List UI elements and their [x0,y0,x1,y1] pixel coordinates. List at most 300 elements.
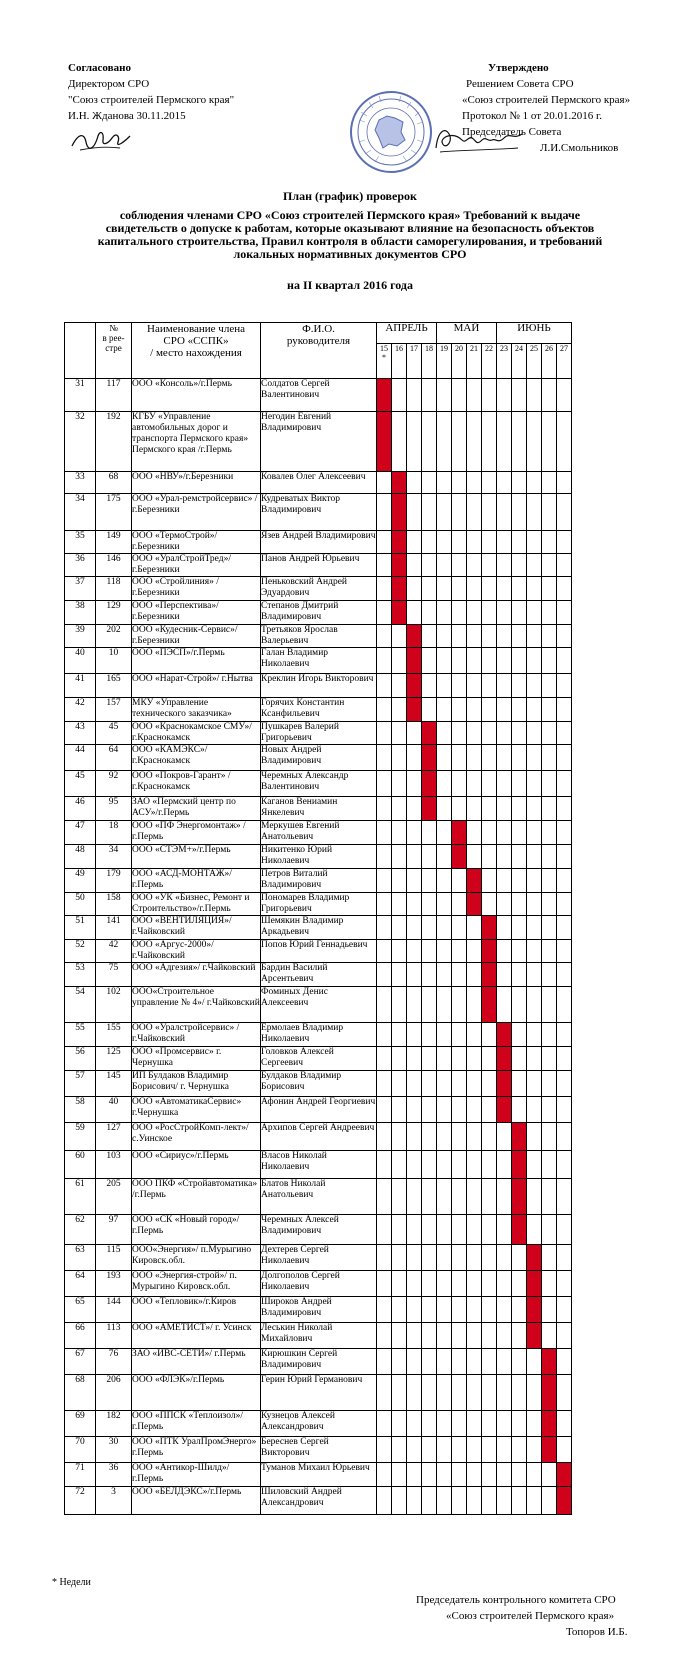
week-cell [557,1151,572,1179]
inspection-week-mark [377,412,392,472]
week-cell [482,1297,497,1323]
table-row [65,869,572,893]
table-row [65,1097,572,1123]
row-member-name: ООО ПКФ «Стройавтоматика» /г.Пермь [132,1179,261,1215]
week-cell [392,1245,407,1271]
week-cell [392,963,407,987]
inspection-week-mark [392,531,407,554]
week-cell [512,1411,527,1437]
week-cell [467,1411,482,1437]
week-cell [497,648,512,674]
week-cell [407,1245,422,1271]
week-cell [422,601,437,625]
week-cell [467,1297,482,1323]
week-cell [527,1179,542,1215]
week-cell [392,1375,407,1411]
week-cell [422,845,437,869]
week-cell [452,554,467,577]
week-cell [437,1487,452,1515]
week-cell [452,869,467,893]
subtitle-line: локальных нормативных документов СРО [233,247,467,261]
week-cell [557,494,572,531]
week-cell [512,797,527,821]
week-cell [512,1375,527,1411]
week-cell [482,1151,497,1179]
week-cell [392,1151,407,1179]
week-cell [512,531,527,554]
row-index: 44 [65,745,96,771]
week-cell [497,625,512,648]
week-cell [482,893,497,916]
week-cell [407,845,422,869]
row-head-name: Блатов Николай Анатольевич [261,1179,377,1215]
week-cell [422,1097,437,1123]
row-head-name: Герин Юрий Германович [261,1375,377,1411]
week-cell [452,1151,467,1179]
week-cell [377,531,392,554]
week-cell [512,845,527,869]
row-index: 45 [65,771,96,797]
week-cell [467,472,482,494]
week-cell [542,1463,557,1487]
week-cell [497,1463,512,1487]
week-cell [422,1047,437,1071]
approved-title: Утверждено [488,62,549,74]
week-cell [422,1297,437,1323]
week-cell [557,1047,572,1071]
header-head-name: Ф.И.О. руководителя [261,323,377,379]
row-index: 34 [65,494,96,531]
week-cell [542,412,557,472]
week-cell [452,1487,467,1515]
row-index: 60 [65,1151,96,1179]
week-cell [377,1463,392,1487]
week-cell [497,963,512,987]
row-registry-number: 129 [96,601,132,625]
week-cell [392,1271,407,1297]
inspection-week-mark [422,771,437,797]
row-registry-number: 165 [96,674,132,698]
week-cell [542,1123,557,1151]
week-cell [527,1151,542,1179]
row-index: 72 [65,1487,96,1515]
row-registry-number: 118 [96,577,132,601]
row-member-name: ООО «ПФ Энергомонтаж» / г.Пермь [132,821,261,845]
week-cell [527,821,542,845]
week-cell [527,1375,542,1411]
week-cell [467,1071,482,1097]
week-cell [497,1151,512,1179]
week-cell [452,1071,467,1097]
row-member-name: ООО «ППСК «Теплоизол»/г.Пермь [132,1411,261,1437]
week-cell [467,771,482,797]
week-cell [392,1097,407,1123]
approval-line-3: И.Н. Жданова 30.11.2015 [68,110,186,122]
week-cell [467,698,482,722]
week-cell [527,987,542,1023]
inspection-week-mark [392,494,407,531]
week-cell [512,648,527,674]
week-cell [497,1297,512,1323]
week-cell [392,1023,407,1047]
week-cell [377,893,392,916]
subtitle-line: соблюдения членами СРО «Союз строителей Пермского края» Требований к выдаче [119,208,581,222]
inspection-week-mark [497,1023,512,1047]
week-cell [437,698,452,722]
week-cell [392,821,407,845]
week-cell [557,601,572,625]
row-registry-number: 103 [96,1151,132,1179]
week-cell [422,1123,437,1151]
row-registry-number: 113 [96,1323,132,1349]
week-cell [557,722,572,745]
row-member-name: ООО «ТермоСтрой»/ г.Березники [132,531,261,554]
week-cell [407,1151,422,1179]
header-week: 21 [467,344,482,379]
table-row [65,963,572,987]
row-head-name: Афонин Андрей Георгиевич [261,1097,377,1123]
row-registry-number: 205 [96,1179,132,1215]
week-cell [422,1245,437,1271]
week-cell [512,494,527,531]
week-cell [542,869,557,893]
row-index: 38 [65,601,96,625]
week-cell [497,531,512,554]
week-cell [392,797,407,821]
week-cell [557,698,572,722]
row-registry-number: 127 [96,1123,132,1151]
week-cell [527,963,542,987]
week-cell [377,916,392,940]
seal-stamp [349,90,433,174]
week-cell [482,1349,497,1375]
week-cell [467,625,482,648]
week-cell [422,648,437,674]
week-cell [497,577,512,601]
week-cell [377,577,392,601]
week-cell [452,1349,467,1375]
header-week: 23 [497,344,512,379]
table-row [65,1215,572,1245]
week-cell [377,771,392,797]
footer-line-2: «Союз строителей Пермского края» [446,1610,615,1622]
week-cell [452,745,467,771]
row-registry-number: 92 [96,771,132,797]
inspection-week-mark [542,1349,557,1375]
inspection-week-mark [542,1411,557,1437]
week-cell [377,674,392,698]
week-cell [482,722,497,745]
week-cell [542,625,557,648]
week-cell [512,940,527,963]
week-cell [467,1215,482,1245]
week-cell [437,963,452,987]
row-index: 68 [65,1375,96,1411]
week-cell [452,1097,467,1123]
week-cell [392,1411,407,1437]
week-cell [497,674,512,698]
table-row [65,577,572,601]
week-cell [377,845,392,869]
week-cell [392,845,407,869]
week-cell [377,940,392,963]
row-member-name: ООО «Уралстройсервис» /г.Чайковский [132,1023,261,1047]
week-cell [527,1123,542,1151]
week-cell [437,940,452,963]
inspection-schedule-table [64,322,572,1515]
week-cell [542,1023,557,1047]
week-cell [482,698,497,722]
week-cell [467,577,482,601]
week-cell [527,745,542,771]
week-cell [407,987,422,1023]
row-head-name: Власов Николай Николаевич [261,1151,377,1179]
inspection-week-mark [542,1437,557,1463]
week-cell [392,987,407,1023]
week-cell [482,601,497,625]
table-row [65,1463,572,1487]
inspection-week-mark [527,1245,542,1271]
week-cell [407,1123,422,1151]
table-row [65,1047,572,1071]
table-row [65,531,572,554]
approval-block [68,60,234,124]
row-index: 39 [65,625,96,648]
week-cell [407,771,422,797]
row-index: 42 [65,698,96,722]
week-cell [437,1437,452,1463]
week-cell [527,1463,542,1487]
week-cell [437,1349,452,1375]
week-cell [557,1437,572,1463]
week-cell [467,1375,482,1411]
week-cell [407,472,422,494]
week-cell [467,531,482,554]
week-cell [527,601,542,625]
week-cell [497,845,512,869]
row-head-name: Булдаков Владимир Борисович [261,1071,377,1097]
week-cell [512,722,527,745]
document-subtitle [50,209,650,261]
week-cell [467,963,482,987]
week-cell [377,1097,392,1123]
week-cell [452,577,467,601]
week-cell [557,821,572,845]
week-cell [437,554,452,577]
week-cell [497,745,512,771]
week-cell [482,1271,497,1297]
week-cell [467,1271,482,1297]
week-cell [512,1271,527,1297]
week-cell [422,1375,437,1411]
week-cell [497,1179,512,1215]
week-cell [542,1215,557,1245]
week-cell [377,1179,392,1215]
week-cell [377,554,392,577]
inspection-week-mark [422,745,437,771]
week-cell [377,1123,392,1151]
row-head-name: Черемных Александр Валентинович [261,771,377,797]
week-cell [437,1375,452,1411]
row-member-name: ООО «СТЭМ+»/г.Пермь [132,845,261,869]
row-registry-number: 175 [96,494,132,531]
week-cell [422,1271,437,1297]
table-row [65,412,572,472]
inspection-week-mark [497,1071,512,1097]
week-cell [527,1023,542,1047]
week-cell [557,1215,572,1245]
row-member-name: ООО «Перспектива»/ г.Березники [132,601,261,625]
row-member-name: ООО «Промсервис» г. Чернушка [132,1047,261,1071]
week-cell [467,494,482,531]
week-cell [542,821,557,845]
week-cell [392,1297,407,1323]
week-cell [557,1297,572,1323]
week-cell [377,601,392,625]
week-cell [512,412,527,472]
row-registry-number: 97 [96,1215,132,1245]
week-cell [452,1375,467,1411]
approved-line-4: Председатель Совета [462,126,562,138]
week-cell [527,1047,542,1071]
week-cell [437,1297,452,1323]
week-cell [377,987,392,1023]
week-cell [422,577,437,601]
week-cell [377,1297,392,1323]
inspection-week-mark [482,940,497,963]
header-week: 26 [542,344,557,379]
week-cell [407,797,422,821]
week-cell [452,1463,467,1487]
week-cell [422,1179,437,1215]
week-cell [512,745,527,771]
week-cell [497,1487,512,1515]
week-cell [542,845,557,869]
week-cell [452,625,467,648]
row-head-name: Ковалев Олег Алексеевич [261,472,377,494]
week-cell [437,1097,452,1123]
week-cell [377,1071,392,1097]
approved-line-2: «Союз строителей Пермского края» [462,94,631,106]
row-head-name: Кирюшкин Сергей Владимирович [261,1349,377,1375]
week-cell [452,472,467,494]
approval-title: Согласовано [68,62,131,74]
row-member-name: КГБУ «Управление автомобильных дорог и транспорта Пермского края» Пермского края /г.Пермь [132,412,261,472]
row-index: 48 [65,845,96,869]
week-cell [392,1323,407,1349]
week-cell [422,1437,437,1463]
week-cell [542,797,557,821]
week-cell [542,722,557,745]
table-row [65,893,572,916]
week-cell [452,893,467,916]
week-cell [542,1487,557,1515]
week-cell [557,1071,572,1097]
table-row [65,1487,572,1515]
week-cell [512,893,527,916]
week-cell [452,722,467,745]
week-cell [482,771,497,797]
header-week: 16 [392,344,407,379]
week-cell [542,963,557,987]
week-cell [452,601,467,625]
week-cell [377,1349,392,1375]
table-row [65,1349,572,1375]
week-cell [542,1097,557,1123]
inspection-week-mark [557,1463,572,1487]
week-cell [422,554,437,577]
inspection-week-mark [392,601,407,625]
row-registry-number: 146 [96,554,132,577]
table-row [65,1123,572,1151]
week-cell [437,472,452,494]
approved-signature [432,122,524,158]
week-cell [482,1487,497,1515]
row-head-name: Кузнецов Алексей Александрович [261,1411,377,1437]
row-registry-number: 158 [96,893,132,916]
week-cell [437,1047,452,1071]
week-cell [542,940,557,963]
week-cell [542,554,557,577]
week-cell [437,722,452,745]
week-cell [392,1123,407,1151]
week-cell [407,412,422,472]
week-cell [512,625,527,648]
row-member-name: ООО «Консоль»/г.Пермь [132,379,261,412]
week-cell [497,869,512,893]
table-row [65,916,572,940]
row-registry-number: 206 [96,1375,132,1411]
row-index: 55 [65,1023,96,1047]
week-cell [542,1151,557,1179]
row-index: 41 [65,674,96,698]
row-member-name: ООО «НВУ»/г.Березники [132,472,261,494]
week-cell [467,797,482,821]
week-cell [557,845,572,869]
header-month: МАЙ [437,323,497,344]
week-cell [452,494,467,531]
row-registry-number: 149 [96,531,132,554]
week-cell [527,412,542,472]
inspection-week-mark [482,987,497,1023]
week-cell [437,1215,452,1245]
table-row [65,1375,572,1411]
inspection-week-mark [467,869,482,893]
week-cell [392,916,407,940]
subtitle-line: капитального строительства, Правил контроля в области саморегулирования, и требований [97,234,603,248]
week-cell [407,1297,422,1323]
row-member-name: ООО «Урал-ремстройсервис» /г.Березники [132,494,261,531]
row-index: 46 [65,797,96,821]
document-title: План (график) проверок [283,189,417,203]
week-cell [542,1071,557,1097]
week-cell [542,771,557,797]
week-cell [437,601,452,625]
week-cell [437,845,452,869]
week-cell [542,601,557,625]
week-cell [512,869,527,893]
table-row [65,745,572,771]
week-cell [527,379,542,412]
week-cell [557,745,572,771]
row-index: 37 [65,577,96,601]
row-head-name: Степанов Дмитрий Владимирович [261,601,377,625]
week-cell [482,674,497,698]
week-cell [437,1271,452,1297]
week-cell [482,1097,497,1123]
week-cell [437,625,452,648]
week-cell [392,625,407,648]
